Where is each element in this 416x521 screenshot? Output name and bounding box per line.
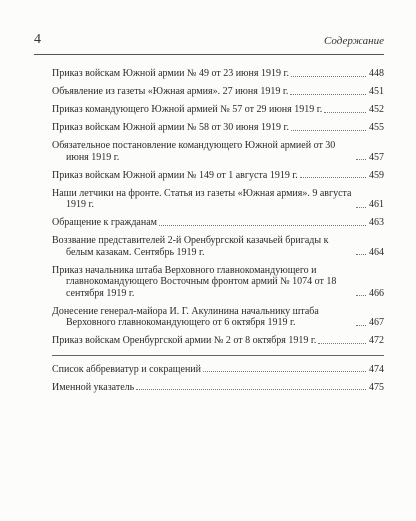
toc-entry [52,335,384,347]
toc-entry-title: Наши летчики на фронте. Статья из газеты «Южная армия». 9 августа 1919 г. [52,187,352,210]
toc-entry [52,104,384,116]
toc-entry-page: 457 [369,151,384,163]
toc-entry [52,170,384,182]
toc-entry-title: Приказ войскам Южной армии № 58 от 30 июня 1919 г. [52,122,289,133]
toc-leader-dots [203,371,366,372]
toc-entry-title: Воззвание представителей 2-й Оренбургской казачьей бригады к белым казакам. Сентябрь 1919 г. [52,235,329,258]
toc-entry-page: 451 [369,86,384,97]
page-number: 4 [34,32,41,47]
toc-entry-title: Приказ войскам Южной армии № 49 от 23 июня 1919 г. [52,68,289,79]
toc-leader-dots [356,254,366,255]
toc-entry-title: Приказ войскам Оренбургской армии № 2 от 8 октября 1919 г. [52,335,317,346]
table-of-contents [52,68,384,400]
toc-entry [52,364,384,376]
toc-leader-dots [356,295,366,296]
toc-entry [52,86,384,98]
toc-leader-dots [290,94,366,95]
toc-entry-title: Приказ начальника штаба Верховного главнокомандующего и главнокомандующего Восточным фронтом армий № 1074 от 18 сентября 1919 г. [52,264,337,299]
toc-entry-page: 459 [369,169,384,181]
toc-entry-page: 455 [369,122,384,133]
toc-entry [52,122,384,134]
section-title: Содержание [323,35,384,47]
toc-entry [52,382,384,394]
toc-entry-title: Приказ войскам Южной армии № 149 от 1 августа 1919 г. [52,169,298,181]
toc-entry-page: 475 [369,381,384,393]
toc-entry [52,235,384,258]
toc-entry-page: 464 [369,246,384,258]
toc-entry-title: Обязательное постановление командующего Южной армией от 30 июня 1919 г. [52,140,336,163]
toc-entry [52,140,384,163]
toc-main-entries [52,68,384,347]
toc-entry-page: 448 [369,68,384,79]
toc-entry-title: Список аббревиатур и сокращений [52,363,201,375]
toc-leader-dots [356,207,366,208]
toc-entry-title: Именной указатель [52,381,135,393]
toc-entry-page: 467 [369,317,384,328]
toc-entry-title: Объявление из газеты «Южная армия». 27 июня 1919 г. [52,86,289,97]
toc-entry-page: 474 [369,363,384,375]
toc-entry [52,217,384,229]
toc-entry-page: 466 [369,287,384,299]
toc-leader-dots [356,325,366,326]
toc-entry-page: 461 [369,199,384,210]
toc-entry [52,68,384,80]
page-header [34,30,384,55]
toc-leader-dots [136,389,366,390]
toc-entry [52,188,384,211]
toc-entry-page: 452 [369,104,384,115]
toc-appendix-entries [52,364,384,394]
toc-entry-title: Донесение генерал-майора И. Г. Акулинина начальнику штаба Верховного главнокомандующего от 6 октября 1919 г. [52,305,319,328]
toc-leader-dots [159,225,366,226]
toc-entry-title: Обращение к гражданам [52,217,157,228]
toc-leader-dots [318,343,366,344]
toc-leader-dots [324,112,366,113]
toc-leader-dots [356,159,366,160]
toc-leader-dots [300,177,366,178]
toc-entry-page: 463 [369,217,384,228]
toc-leader-dots [291,76,366,77]
toc-entry-title: Приказ командующего Южной армией № 57 от 29 июня 1919 г. [52,104,323,115]
toc-entry [52,306,384,329]
toc-entry [52,265,384,300]
toc-divider [52,355,384,356]
toc-entry-page: 472 [369,335,384,346]
toc-leader-dots [291,130,366,131]
